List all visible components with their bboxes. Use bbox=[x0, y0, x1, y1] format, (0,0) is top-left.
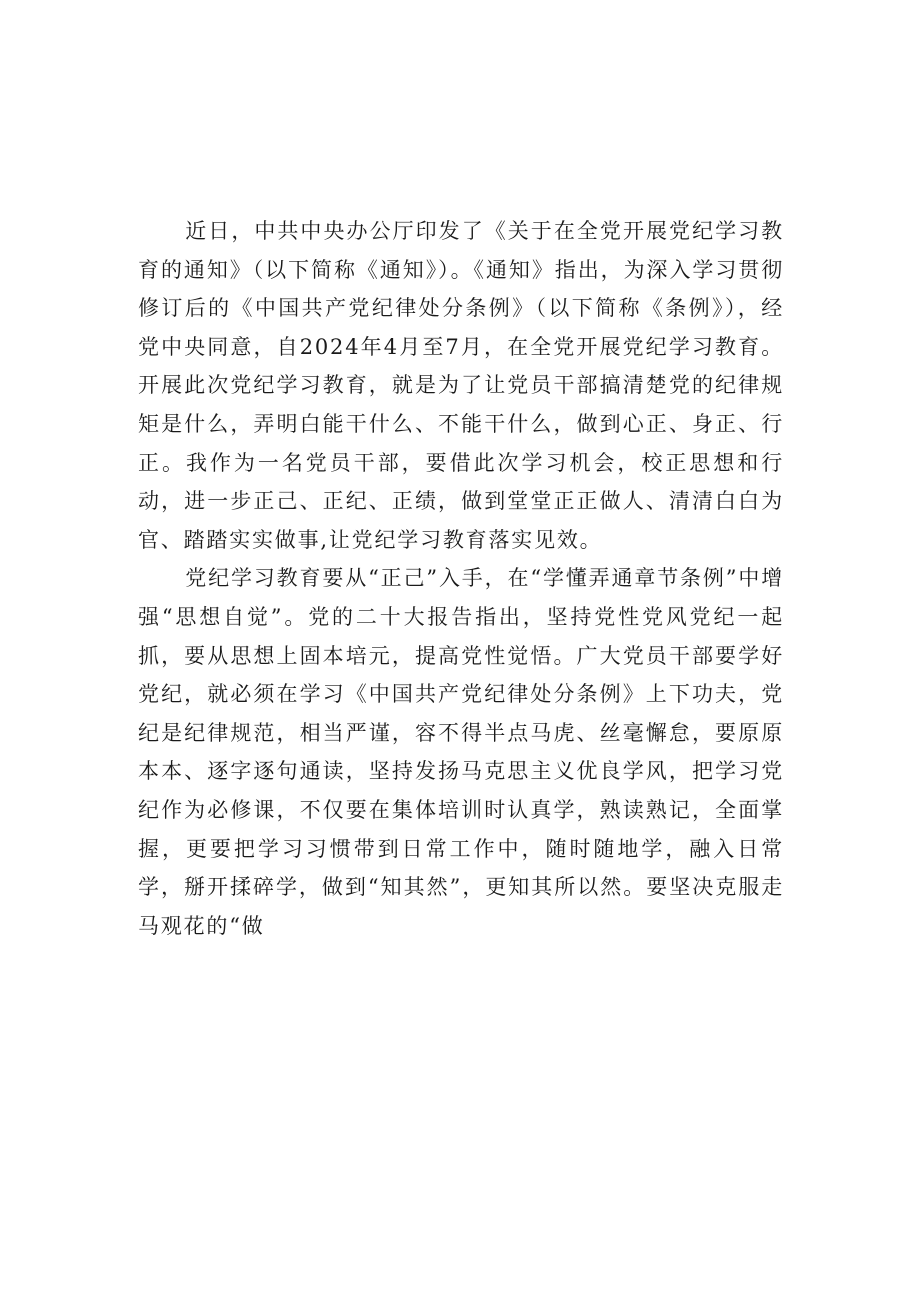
document-body bbox=[138, 212, 784, 945]
paragraph-1: 近日，中共中央办公厅印发了《关于在全党开展党纪学习教育的通知》（以下简称《通知》）。《通知》指出，为深入学习贯彻修订后的《中国共产党纪律处分条例》（以下简称《条例》），经党中央同意，自2024年4月至7月，在全党开展党纪学习教育。开展此次党纪学习教育，就是为了让党员干部搞清楚党的纪律规矩是什么，弄明白能干什么、不能干什么，做到心正、身正、行正。我作为一名党员干部，要借此次学习机会，校正思想和行动，进一步正己、正纪、正绩，做到堂堂正正做人、清清白白为官、踏踏实实做事,让党纪学习教育落实见效。 bbox=[138, 219, 784, 552]
paragraph-2: 党纪学习教育要从“正己”入手，在“学懂弄通章节条例”中增强“思想自觉”。党的二十大报告指出，坚持党性党风党纪一起抓，要从思想上固本培元，提高党性觉悟。广大党员干部要学好党纪，就必须在学习《中国共产党纪律处分条例》上下功夫，党纪是纪律规范，相当严谨，容不得半点马虎、丝毫懈怠，要原原本本、逐字逐句通读，坚持发扬马克思主义优良学风，把学习党纪作为必修课，不仅要在集体培训时认真学，熟读熟记，全面掌握，更要把学习习惯带到日常工作中，随时随地学，融入日常学，掰开揉碎学，做到“知其然”，更知其所以然。要坚决克服走马观花的“做 bbox=[138, 566, 784, 938]
